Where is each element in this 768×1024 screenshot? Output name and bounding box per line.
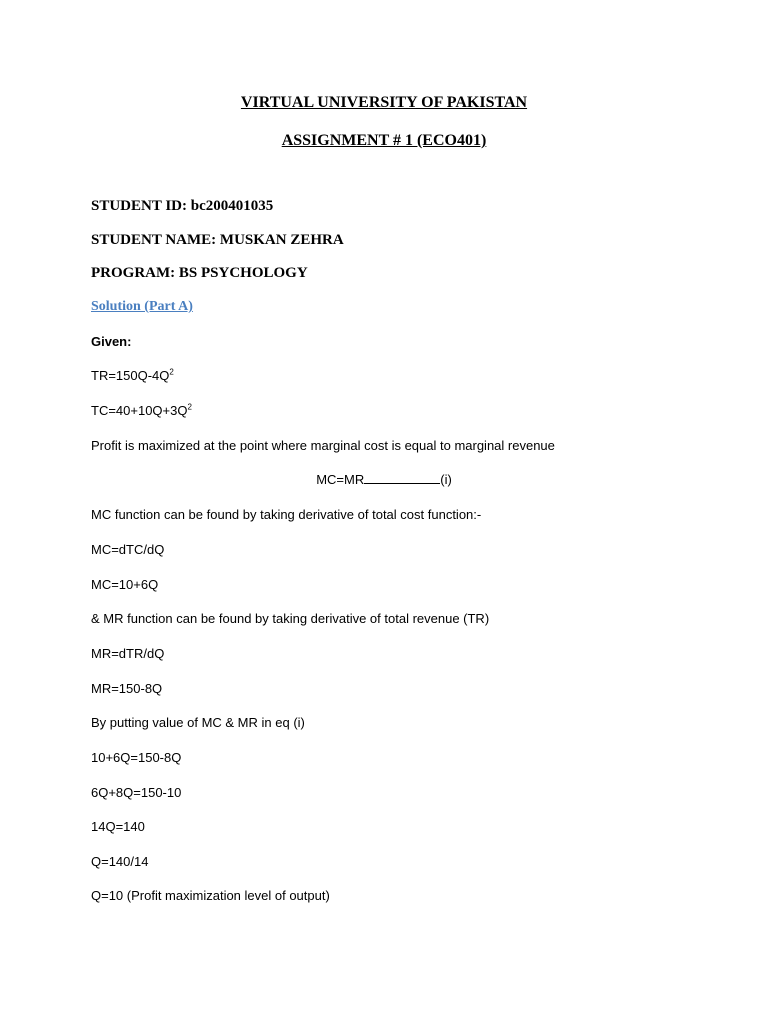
equation-right: (i) — [440, 472, 452, 487]
student-name-label: STUDENT NAME: — [91, 232, 220, 248]
program-label: PROGRAM: — [91, 265, 179, 281]
student-id-line — [91, 198, 273, 215]
student-name-line — [91, 232, 344, 249]
tc-equation — [91, 403, 192, 418]
mr-statement: & MR function can be found by taking derivative of total revenue (TR) — [91, 611, 490, 626]
program-line — [91, 265, 308, 282]
step-5: Q=10 (Profit maximization level of output) — [91, 888, 330, 903]
equation-i — [0, 472, 768, 487]
program-value: BS PSYCHOLOGY — [178, 265, 308, 281]
assignment-title: ASSIGNMENT # 1 (ECO401) — [281, 132, 487, 149]
mc-statement: MC function can be found by taking derivative of total cost function:- — [91, 507, 482, 522]
tr-exponent: 2 — [169, 367, 174, 377]
tc-base: TC=40+10Q+3Q — [91, 403, 188, 418]
equation-blank — [364, 473, 440, 484]
tr-base: TR=150Q-4Q — [91, 368, 170, 383]
mr-result: MR=150-8Q — [91, 681, 163, 696]
step-2: 6Q+8Q=150-10 — [91, 785, 182, 800]
mc-derivative: MC=dTC/dQ — [91, 542, 165, 557]
step-3: 14Q=140 — [91, 819, 145, 834]
mr-derivative: MR=dTR/dQ — [91, 646, 165, 661]
given-label: Given: — [91, 334, 132, 349]
solution-heading: Solution (Part A) — [91, 299, 193, 314]
step-4: Q=140/14 — [91, 854, 149, 869]
mc-result: MC=10+6Q — [91, 577, 159, 592]
student-id-label: STUDENT ID: — [91, 198, 191, 214]
putting-statement: By putting value of MC & MR in eq (i) — [91, 715, 305, 730]
tr-equation — [91, 368, 174, 383]
step-1: 10+6Q=150-8Q — [91, 750, 182, 765]
profit-statement: Profit is maximized at the point where marginal cost is equal to marginal revenue — [91, 438, 555, 453]
university-title: VIRTUAL UNIVERSITY OF PAKISTAN — [240, 94, 528, 111]
student-id-value: bc200401035 — [190, 198, 274, 214]
tc-exponent: 2 — [187, 402, 192, 412]
student-name-value: MUSKAN ZEHRA — [219, 232, 344, 248]
equation-left: MC=MR — [316, 472, 365, 487]
